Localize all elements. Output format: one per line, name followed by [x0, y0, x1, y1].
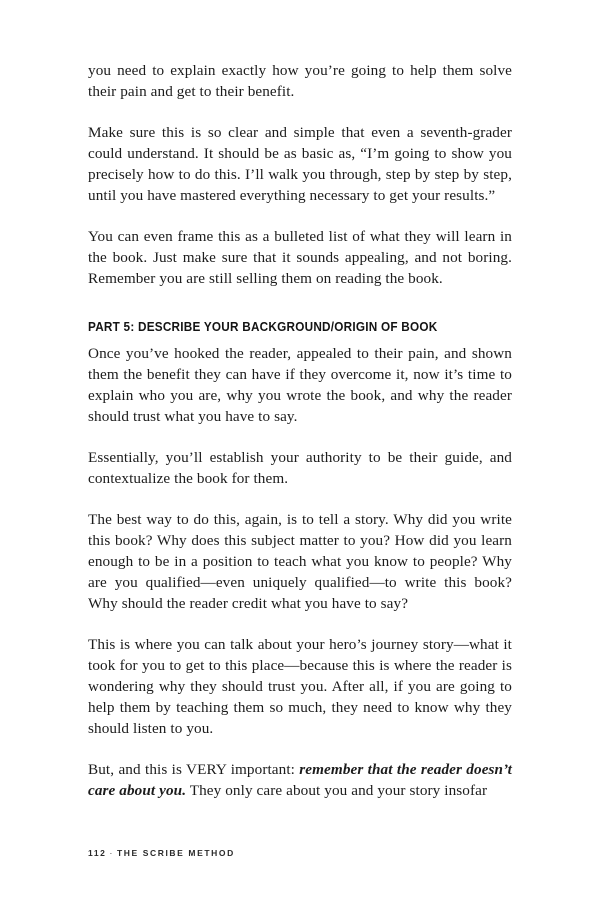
paragraph-text: But, and this is VERY important: — [88, 761, 300, 778]
page-footer — [88, 847, 235, 858]
paragraph: Once you’ve hooked the reader, appealed to their pain, and shown them the benefit they can have if they overcome it, now it’s time to explain who you are, why you wrote the book, and why the reader should trust what you have to say. — [88, 345, 512, 425]
book-title: THE SCRIBE METHOD — [116, 848, 235, 858]
paragraph: Essentially, you’ll establish your authority to be their guide, and contextualize the book for them. — [88, 449, 512, 487]
text-block — [88, 60, 512, 821]
paragraph: Make sure this is so clear and simple that even a seventh-grader could understand. It should be as basic as, “I’m going to show you precisely how to do this. I’ll walk you through, step by step by step, until you have mastered everything necessary to get your results.” — [88, 124, 512, 204]
paragraph-text: They only care about you and your story insofar — [186, 782, 488, 799]
closing-paragraph — [88, 759, 512, 801]
paragraph: This is where you can talk about your hero’s journey story—what it took for you to get to this place—because this is where the reader is wondering why they should trust you. After all, if you are going to help them by teaching them so much, they need to know why they should listen to you. — [88, 636, 512, 737]
footer-separator: · — [109, 848, 114, 858]
paragraph: You can even frame this as a bulleted list of what they will learn in the book. Just make sure that it sounds appealing, and not boring. Remember you are still selling them on reading the book. — [88, 228, 512, 287]
page-number: 112 — [88, 848, 107, 858]
paragraph: The best way to do this, again, is to tell a story. Why did you write this book? Why does this subject matter to you? How did you learn enough to be in a position to teach what you know to people? Why are you qualified—even uniquely qualified—to write this book? Why should the reader credit what you have to say? — [88, 511, 512, 612]
paragraph-emphasis: remember that the reader doesn’t care about you. — [88, 761, 513, 799]
section-heading: PART 5: DESCRIBE YOUR BACKGROUND/ORIGIN OF BOOK — [88, 320, 438, 334]
paragraph: you need to explain exactly how you’re going to help them solve their pain and get to their benefit. — [88, 62, 512, 100]
